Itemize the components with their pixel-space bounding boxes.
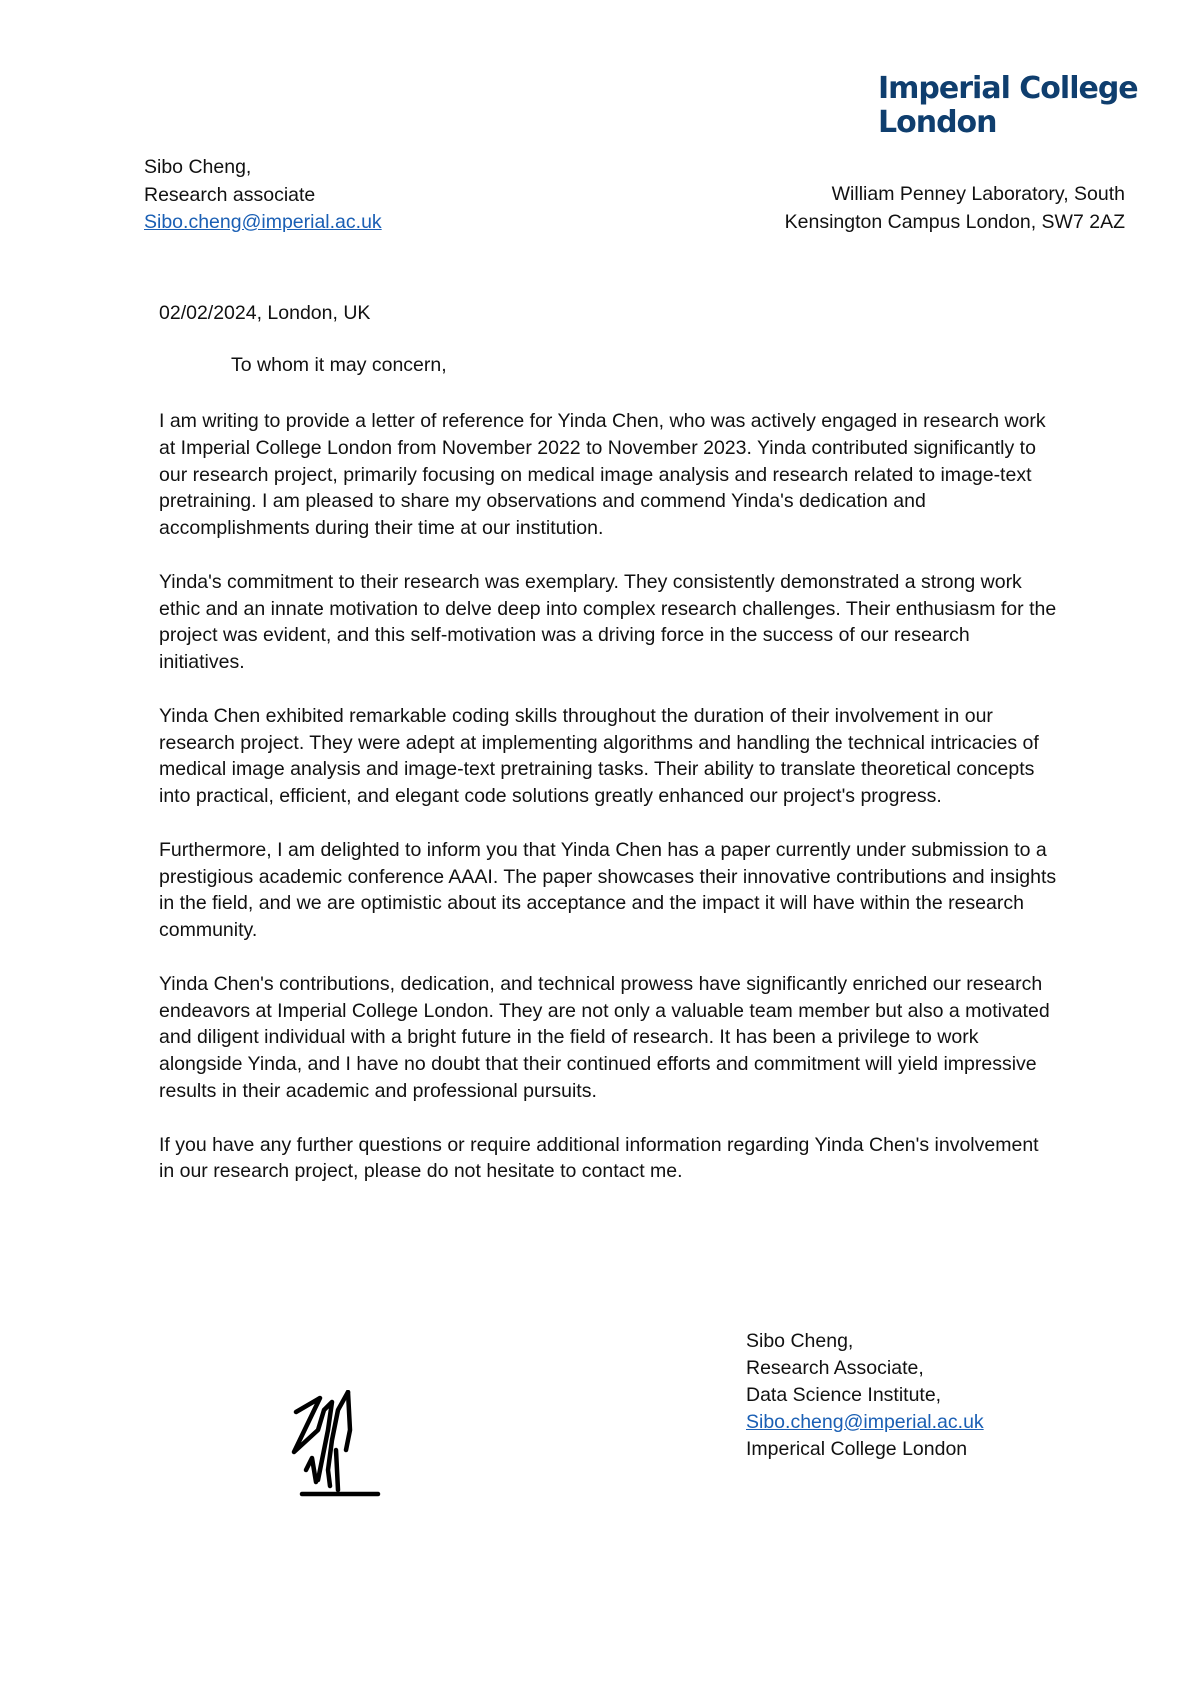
salutation: To whom it may concern, <box>231 354 447 376</box>
signature-icon <box>288 1390 388 1500</box>
closing-email-link[interactable]: Sibo.cheng@imperial.ac.uk <box>746 1411 984 1433</box>
date-line: 02/02/2024, London, UK <box>159 302 371 324</box>
imperial-college-logo <box>878 72 1138 140</box>
paragraph: I am writing to provide a letter of reference for Yinda Chen, who was actively engaged in research work at Imperial College London from November 2022 to November 2023. Yinda contributed significantly to our research project, primarily focusing on medical image analysis and research related to image-text pretraining. I am pleased to share my observations and commend Yinda's dedication and accomplishments during their time at our institution. <box>159 410 1046 540</box>
closing-department: Data Science Institute, <box>746 1384 942 1406</box>
address-block <box>785 181 1125 236</box>
sender-title: Research associate <box>144 183 316 206</box>
closing-name: Sibo Cheng, <box>746 1330 854 1352</box>
address-line-2: Kensington Campus London, SW7 2AZ <box>784 210 1125 233</box>
logo-line-2: London <box>878 105 997 140</box>
letter-body <box>159 408 1059 1212</box>
sender-email-link[interactable]: Sibo.cheng@imperial.ac.uk <box>144 211 382 233</box>
closing-title: Research Associate, <box>746 1357 924 1379</box>
paragraph: Yinda Chen exhibited remarkable coding skills throughout the duration of their involvement in our research project. They were adept at implementing algorithms and handling the technical intricacies of medical image analysis and image-text pretraining tasks. Their ability to translate theoretical concepts into practical, efficient, and elegant code solutions greatly enhanced our project's progress. <box>159 704 1039 808</box>
sender-block <box>144 154 382 237</box>
paragraph: If you have any further questions or require additional information regarding Yinda Chen's involvement in our research project, please do not hesitate to contact me. <box>159 1133 1039 1183</box>
closing-institution: Imperical College London <box>746 1438 968 1460</box>
paragraph: Yinda's commitment to their research was exemplary. They consistently demonstrated a strong work ethic and an innate motivation to delve deep into complex research challenges. Their enthusiasm for the project was evident, and this self-motivation was a driving force in the success of our research initiatives. <box>159 570 1057 674</box>
paragraph: Yinda Chen's contributions, dedication, and technical prowess have significantly enriched our research endeavors at Imperial College London. They are not only a valuable team member but also a motivated and diligent individual with a bright future in the field of research. It has been a privilege to work alongside Yinda, and I have no doubt that their continued efforts and commitment will yield impressive results in their academic and professional pursuits. <box>159 972 1050 1102</box>
logo-line-1: Imperial College <box>878 71 1138 106</box>
sender-name: Sibo Cheng, <box>144 156 252 178</box>
paragraph: Furthermore, I am delighted to inform you that Yinda Chen has a paper currently under submission to a prestigious academic conference AAAI. The paper showcases their innovative contributions and insights in the field, and we are optimistic about its acceptance and the impact it will have within the research community. <box>159 838 1057 942</box>
closing-signature-block <box>746 1328 984 1463</box>
address-line-1: William Penney Laboratory, South <box>831 183 1125 205</box>
